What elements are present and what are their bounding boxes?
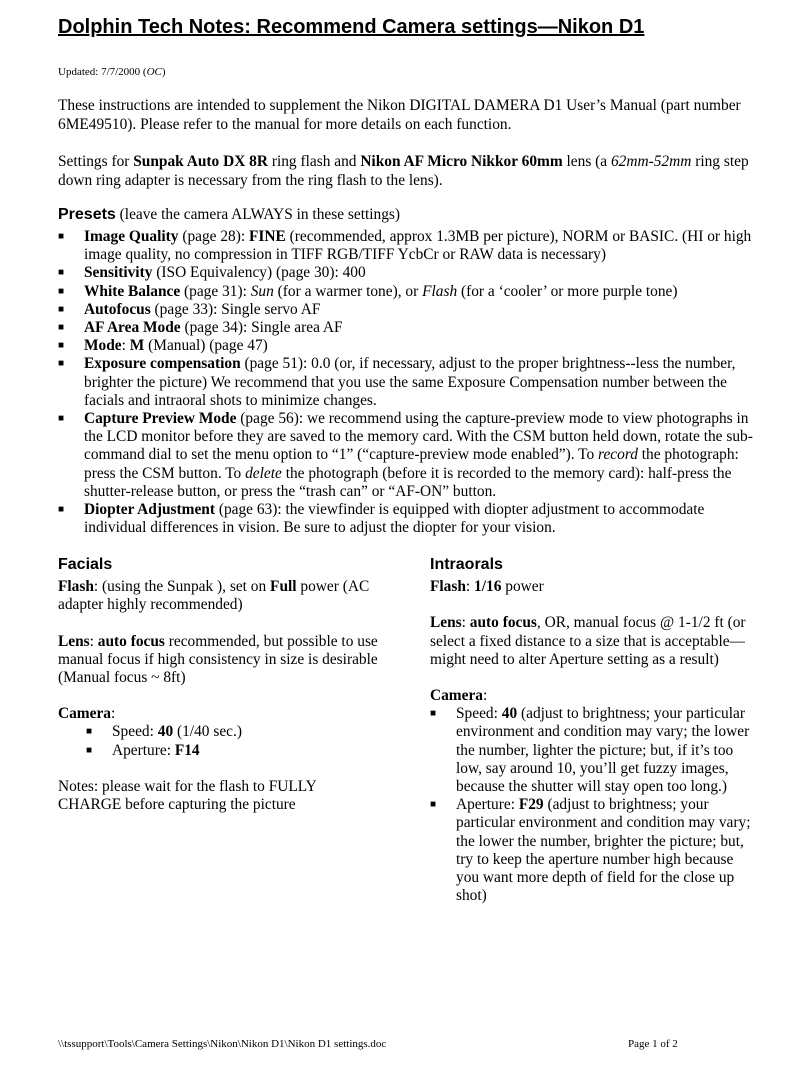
footer-file-path: \\tssupport\Tools\Camera Settings\Nikon\Nikon D1\Nikon D1 settings.doc: [58, 1038, 387, 1050]
list-item: ■ Mode: M (Manual) (page 47): [58, 337, 268, 355]
bullet-icon: ■: [86, 744, 93, 756]
updated-close: ): [161, 66, 166, 78]
bullet-icon: ■: [58, 413, 65, 425]
list-item: ■ Speed: 40 (1/40 sec.): [86, 723, 242, 741]
bullet-icon: ■: [58, 322, 65, 334]
list-item: ■ Aperture: F29 (adjust to brightness; your particular environment and condition may vary; the lower the number, brighter the picture; but, try to keep the aperture number high because you want more depth of field for the close up shot): [430, 796, 751, 905]
facials-camera: Camera:: [58, 705, 116, 723]
updated-line: [58, 66, 166, 78]
intro-paragraph: These instructions are intended to supplement the Nikon DIGITAL DAMERA D1 User’s Manual (part number 6ME49510). Please refer to the manual for more details on each function.: [58, 97, 741, 133]
bullet-icon: ■: [86, 726, 93, 738]
bullet-icon: ■: [58, 267, 65, 279]
bullet-icon: ■: [430, 708, 437, 720]
list-item: ■ Sensitivity (ISO Equivalency) (page 30): 400: [58, 264, 366, 282]
bullet-icon: ■: [58, 285, 65, 297]
list-item: ■ Capture Preview Mode (page 56): we recommend using the capture-preview mode to view photographs in the LCD monitor before they are saved to the memory card. With the CSM button held down, rotate the sub-command dial to set the menu option to “1” (“capture-preview mode enabled”). To record the photograph: press the CSM button. To delete the photograph (before it is recorded to the memory card): half-press the shutter-release button, or press the “trash can” or “AF-ON” button.: [58, 410, 753, 500]
intraorals-camera: Camera:: [430, 687, 488, 705]
presets-heading: Presets (leave the camera ALWAYS in these settings): [58, 206, 401, 223]
settings-paragraph: Settings for Sunpak Auto DX 8R ring flash and Nikon AF Micro Nikkor 60mm lens (a 62mm-52mm ring step down ring adapter is necessary from the ring flash to the lens).: [58, 153, 749, 189]
facials-lens: Lens: auto focus recommended, but possible to use manual focus if high consistency in size is desirable (Manual focus ~ 8ft): [58, 632, 378, 687]
adapter-size: 62mm-52mm: [610, 153, 692, 170]
page-title: Dolphin Tech Notes: Recommend Camera settings—Nikon D1: [58, 16, 645, 38]
flash-model: Sunpak Auto DX 8R: [133, 153, 268, 170]
bullet-icon: ■: [58, 504, 65, 516]
intraorals-heading: Intraorals: [430, 556, 503, 573]
list-item: ■ Image Quality (page 28): FINE (recommended, approx 1.3MB per picture), NORM or BASIC. (HI or high image quality, no compression in TIFF RGB/TIFF YcbCr or RAW data is necessary): [58, 228, 752, 264]
list-item: ■ White Balance (page 31): Sun (for a warmer tone), or Flash (for a ‘cooler’ or more purple tone): [58, 282, 678, 300]
lens-model: Nikon AF Micro Nikkor 60mm: [360, 153, 563, 170]
intraorals-column: [430, 556, 760, 905]
intraorals-lens: Lens: auto focus, OR, manual focus @ 1-1/2 ft (or select a fixed distance to a size that is acceptable—might need to alter Aperture setting as a result): [430, 614, 746, 668]
facials-camera-list: [86, 723, 378, 759]
bullet-icon: ■: [58, 358, 65, 370]
intraorals-camera-list: [430, 705, 760, 905]
list-item: ■ Aperture: F14: [86, 741, 200, 759]
list-item: ■ AF Area Mode (page 34): Single area AF: [58, 319, 343, 337]
intraorals-flash: Flash: 1/16 power: [430, 578, 544, 596]
bullet-icon: ■: [430, 799, 437, 811]
facials-column: [58, 556, 378, 814]
list-item: ■ Autofocus (page 33): Single servo AF: [58, 300, 321, 318]
facials-heading: Facials: [58, 556, 113, 573]
bullet-icon: ■: [58, 303, 65, 315]
facials-flash: Flash: (using the Sunpak ), set on Full power (AC adapter highly recommended): [58, 578, 370, 614]
bullet-icon: ■: [58, 340, 65, 352]
updated-initials: OC: [146, 66, 162, 78]
bullet-icon: ■: [58, 231, 65, 242]
list-item: ■ Diopter Adjustment (page 63): the viewfinder is equipped with diopter adjustment to accommodate individual differences in vision. Be sure to adjust the diopter for your vision.: [58, 501, 705, 537]
updated-label: Updated: 7/7/2000 (: [58, 66, 147, 78]
list-item: ■ Speed: 40 (adjust to brightness; your particular environment and condition may vary; the lower the number, lighter the picture; but, if it’s too low, say around 10, you’ll get fuzzy images, because the shutter will stay open too long.): [430, 705, 750, 796]
footer-page-number: Page 1 of 2: [628, 1038, 678, 1050]
list-item: ■ Exposure compensation (page 51): 0.0 (or, if necessary, adjust to the proper brightness--less the number, brighter the picture) We recommend that you use the same Exposure Compensation number between the facials and intraoral shots to minimize changes.: [58, 355, 736, 409]
presets-list: [58, 228, 758, 537]
facials-notes: Notes: please wait for the flash to FULLY CHARGE before capturing the picture: [58, 777, 317, 814]
